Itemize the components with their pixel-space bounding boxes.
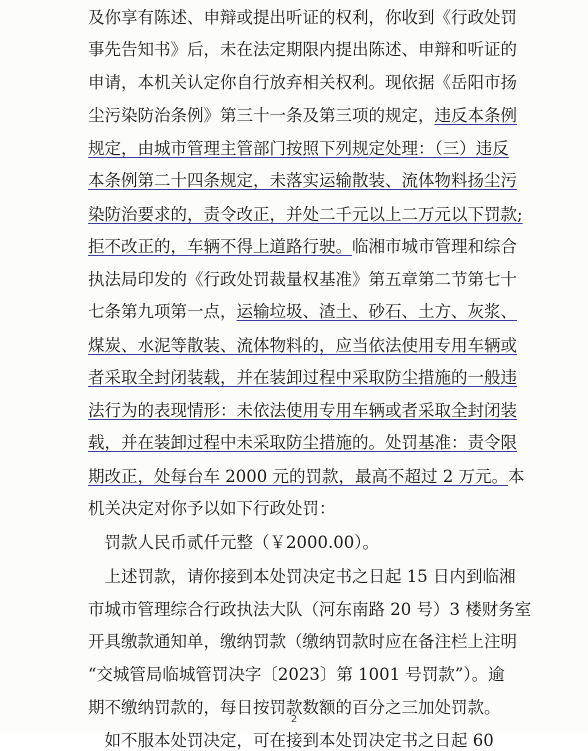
underlined-text: 拒不改正的，车辆不得上道路行驶。 [88,237,352,256]
line-text: 七条第九项第一点， [88,302,237,321]
line-text: 上述罚款，请你接到本处罚决定书之日起 15 日内到临湘 [88,567,516,586]
text-line [88,467,524,487]
text-line [88,731,494,751]
text-line [88,665,505,685]
line-text: 罚款人民币贰仟元整（￥2000.00）。 [88,533,379,552]
text-line [88,600,531,620]
text-line [88,237,517,257]
line-text: 本 [507,467,525,486]
text-line [88,368,517,388]
underlined-text: 载，并在装卸过程中未采取防尘措施的。处罚基准：责令限 [88,433,517,452]
underlined-text: 违反本条例 [434,106,517,125]
line-text: 市城市管理综合行政执法大队（河东南路 20 号）3 楼财务室 [88,600,532,619]
line-text: 期不缴纳罚款的，每日按罚款数额的百分之三加处罚款。 [88,698,501,717]
underlined-text: 本条例第二十四条规定，未落实运输散装、流体物料扬尘污 [88,171,517,190]
underlined-text: 者采取全封闭装载，并在装卸过程中采取防尘措施的一般违 [88,368,517,387]
page-number: 2 [290,714,298,725]
underlined-text: 煤炭、水泥等散装、流体物料的，应当依法使用专用车辆或 [88,336,517,355]
text-line [88,567,516,587]
text-line [88,8,517,28]
text-line [88,73,517,93]
line-text: 临湘市城市管理和综合 [352,237,517,256]
text-line [88,336,517,356]
text-line [88,205,523,225]
line-text: 尘污染防治条例》第三十一条及第三项的规定， [88,106,435,125]
text-line [88,302,517,322]
line-text: 事先告知书》后，未在法定期限内提出陈述、申辩和听证的 [88,40,517,59]
text-line [88,401,517,421]
line-text: “交城管局临城管罚决字〔2023〕第 1001 号罚款”）。逾 [88,665,505,684]
text-line [88,40,517,60]
line-text: 开具缴款通知单，缴纳罚款（缴纳罚款时应在备注栏上注明 [88,632,517,651]
text-line [88,499,336,519]
line-text: 执法局印发的《行政处罚裁量权基准》第五章第二节第七十 [88,270,517,289]
underlined-text: 法行为的表现情形：未依法使用专用车辆或者采取全封闭装 [88,401,517,420]
text-line [88,632,517,652]
text-line [88,533,379,553]
line-text: 申请，本机关认定你自行放弃相关权利。现依据《岳阳市扬 [88,73,517,92]
line-text: 如不服本处罚决定，可在接到本处罚决定书之日起 60 [88,731,494,750]
text-line [88,106,517,126]
line-text: 机关决定对你予以如下行政处罚： [88,499,336,518]
line-text: 及你享有陈述、申辩或提出听证的权利，你收到《行政处罚 [88,8,517,27]
text-line [88,139,509,159]
text-line [88,171,517,191]
underlined-text: 运输垃圾、渣土、砂石、土方、灰浆、 [236,302,517,321]
underlined-text: 染防治要求的，责令改正，并处二千元以上二万元以下罚款; [88,205,523,224]
underlined-text: 规定，由城市管理主管部门按照下列规定处理：（三）违反 [88,139,509,158]
underlined-text: 期改正，处每台车 2000 元的罚款，最高不超过 2 万元。 [88,467,508,486]
text-line [88,270,517,290]
text-line [88,433,517,453]
